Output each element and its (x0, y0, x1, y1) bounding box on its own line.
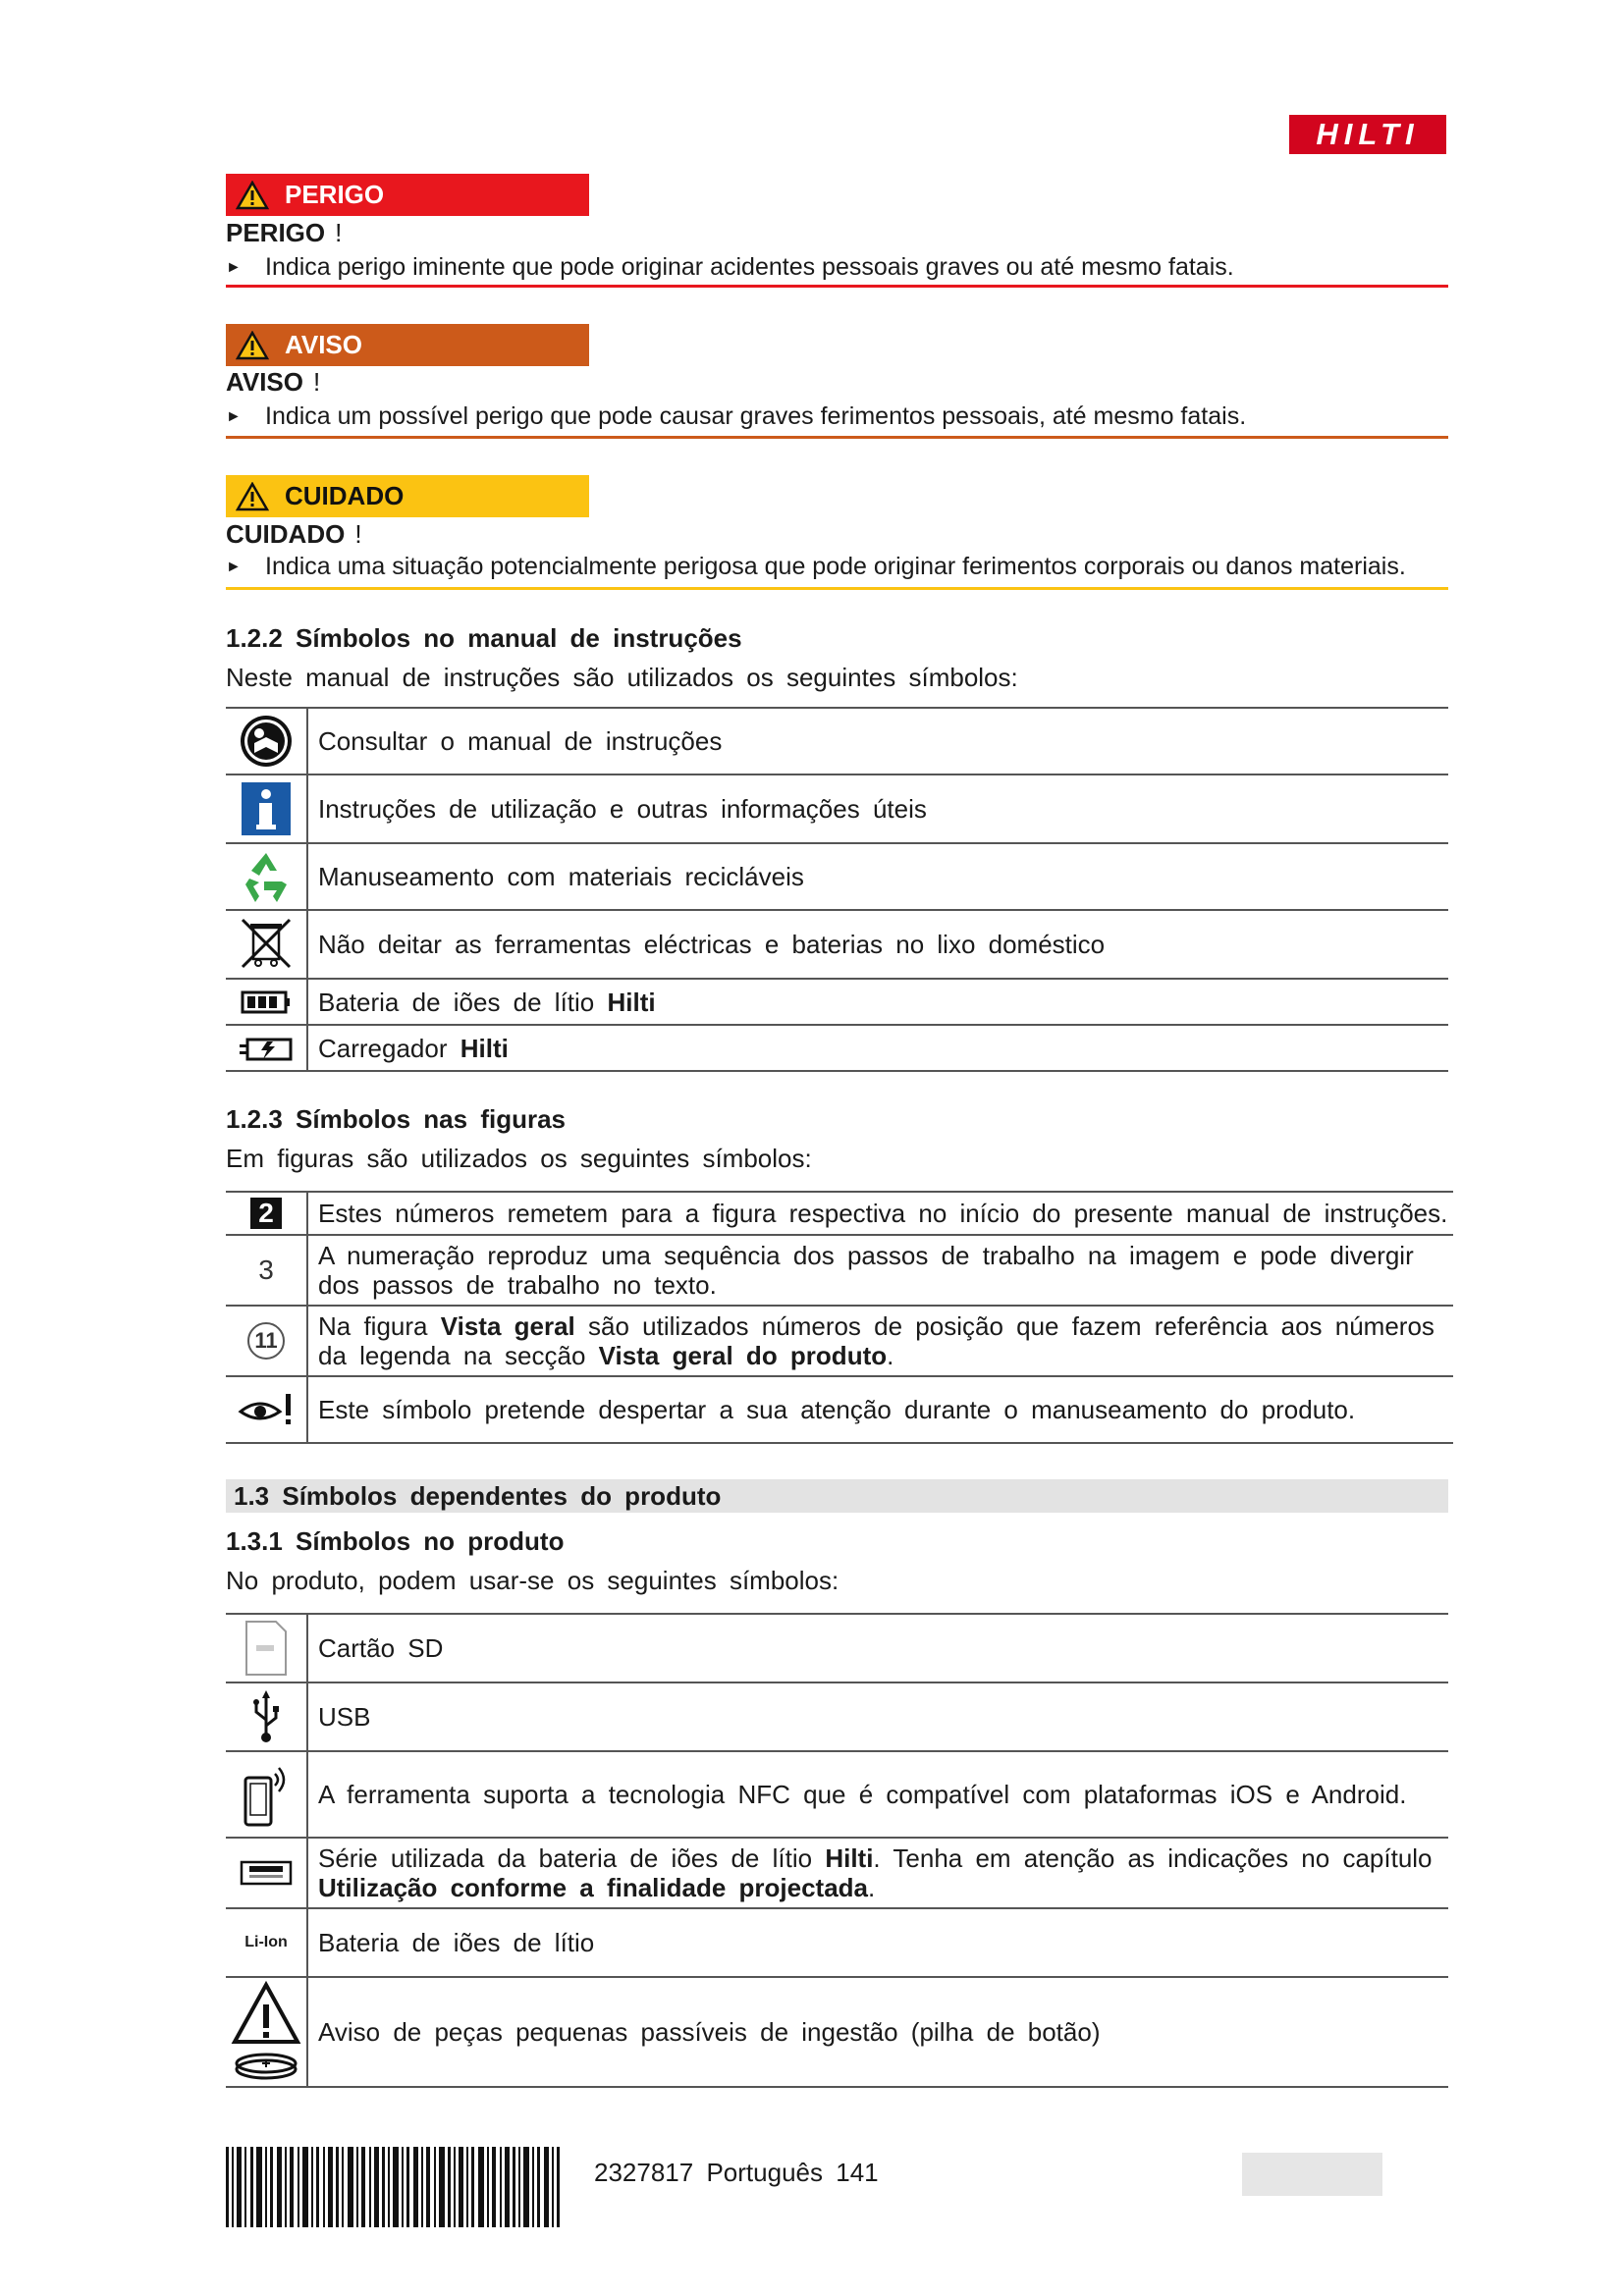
section-intro: Em figuras são utilizados os seguintes símbolos: (226, 1144, 812, 1173)
barcode-icon (226, 2147, 560, 2227)
symbol-description: Na figura Vista geral são utilizados números de posição que fazem referência aos números da legenda na secção Vista geral do produto. (307, 1306, 1453, 1376)
info-icon (241, 781, 292, 836)
symbol-description: Não deitar as ferramentas eléctricas e baterias no lixo doméstico (307, 910, 1448, 979)
table-row (226, 1025, 1448, 1071)
symbols-table-manual (226, 707, 1448, 1072)
signal-heading: CUIDADO ! (226, 519, 362, 549)
section-heading-1-2-2: 1.2.2 Símbolos no manual de instruções (226, 623, 742, 653)
symbols-table-product (226, 1613, 1448, 2088)
signal-label: PERIGO (285, 180, 385, 209)
footer-box (1242, 2153, 1382, 2196)
recycle-icon (238, 849, 295, 904)
table-row (226, 1751, 1448, 1838)
symbol-description: Bateria de iões de lítio (307, 1908, 1448, 1977)
symbols-table-figures (226, 1191, 1453, 1444)
step-number-icon: 3 (258, 1255, 274, 1285)
divider (226, 436, 1448, 439)
bin-crossed-icon (239, 916, 294, 973)
section-intro: No produto, podem usar-se os seguintes símbolos: (226, 1566, 839, 1595)
usb-icon (252, 1690, 280, 1743)
sd-card-icon (244, 1620, 288, 1677)
table-row (226, 1838, 1448, 1908)
table-row (226, 910, 1448, 979)
signal-perigo-banner (226, 174, 589, 216)
page-footer: 2327817 Português 141 (594, 2158, 879, 2187)
signal-label: AVISO (285, 330, 362, 359)
symbol-description: Este símbolo pretende despertar a sua atenção durante o manuseamento do produto. (307, 1376, 1453, 1443)
signal-heading: PERIGO ! (226, 218, 343, 247)
table-row (226, 1192, 1453, 1235)
signal-heading: AVISO ! (226, 367, 321, 397)
signal-cuidado-banner (226, 475, 589, 517)
symbol-description: Consultar o manual de instruções (307, 708, 1448, 774)
table-row (226, 774, 1448, 843)
section-heading-1-2-3: 1.2.3 Símbolos nas figuras (226, 1104, 566, 1134)
charger-icon (238, 1034, 295, 1063)
coin-cell-warning-icon (231, 1981, 301, 2083)
symbol-description: Aviso de peças pequenas passíveis de ingestão (pilha de botão) (307, 1977, 1448, 2087)
symbol-description: Bateria de iões de lítio Hilti (307, 979, 1448, 1025)
hilti-logo: HILTI (1289, 115, 1446, 154)
signal-text: ► Indica um possível perigo que pode causar graves ferimentos pessoais, até mesmo fatais. (226, 402, 1247, 430)
battery-series-icon (240, 1860, 293, 1886)
divider (226, 285, 1448, 288)
symbol-description: A numeração reproduz uma sequência dos passos de trabalho na imagem e pode divergir dos passos de trabalho no texto. (307, 1235, 1453, 1306)
divider (226, 587, 1448, 590)
table-row (226, 708, 1448, 774)
position-number-icon: 11 (247, 1322, 285, 1360)
manual-icon (239, 714, 294, 769)
li-ion-icon: Li-Ion (244, 1934, 288, 1950)
symbol-description: Cartão SD (307, 1614, 1448, 1682)
symbol-description: A ferramenta suporta a tecnologia NFC que é compatível com plataformas iOS e Android. (307, 1751, 1448, 1838)
table-row (226, 979, 1448, 1025)
table-row (226, 1682, 1448, 1751)
signal-label: CUIDADO (285, 481, 405, 510)
symbol-description: Instruções de utilização e outras informações úteis (307, 774, 1448, 843)
section-heading-1-3-1: 1.3.1 Símbolos no produto (226, 1526, 565, 1556)
signal-text: ► Indica perigo iminente que pode originar acidentes pessoais graves ou até mesmo fatais. (226, 253, 1234, 281)
warning-triangle-icon (236, 331, 269, 360)
table-row (226, 1908, 1448, 1977)
signal-aviso-banner (226, 324, 589, 366)
symbol-description: Estes números remetem para a figura respectiva no início do presente manual de instruções. (307, 1192, 1453, 1235)
symbol-description: USB (307, 1682, 1448, 1751)
table-row (226, 1235, 1453, 1306)
symbol-description: Manuseamento com materiais recicláveis (307, 843, 1448, 910)
table-row (226, 1614, 1448, 1682)
section-heading-1-3: 1.3 Símbolos dependentes do produto (226, 1479, 1448, 1513)
table-row (226, 1306, 1453, 1376)
battery-icon (241, 989, 292, 1015)
warning-triangle-icon (236, 181, 269, 210)
symbol-description: Carregador Hilti (307, 1025, 1448, 1071)
section-intro: Neste manual de instruções são utilizados os seguintes símbolos: (226, 663, 1018, 692)
table-row (226, 1376, 1453, 1443)
figure-number-icon: 2 (250, 1198, 282, 1229)
nfc-phone-icon (240, 1760, 293, 1829)
signal-text: ► Indica uma situação potencialmente perigosa que pode originar ferimentos corporais ou danos materiais. (226, 553, 1406, 580)
table-row (226, 1977, 1448, 2087)
warning-triangle-icon (236, 482, 269, 511)
table-row (226, 843, 1448, 910)
eye-attention-icon (237, 1390, 296, 1429)
symbol-description: Série utilizada da bateria de iões de lítio Hilti. Tenha em atenção as indicações no capítulo Utilização conforme a finalidade projectada. (307, 1838, 1448, 1908)
